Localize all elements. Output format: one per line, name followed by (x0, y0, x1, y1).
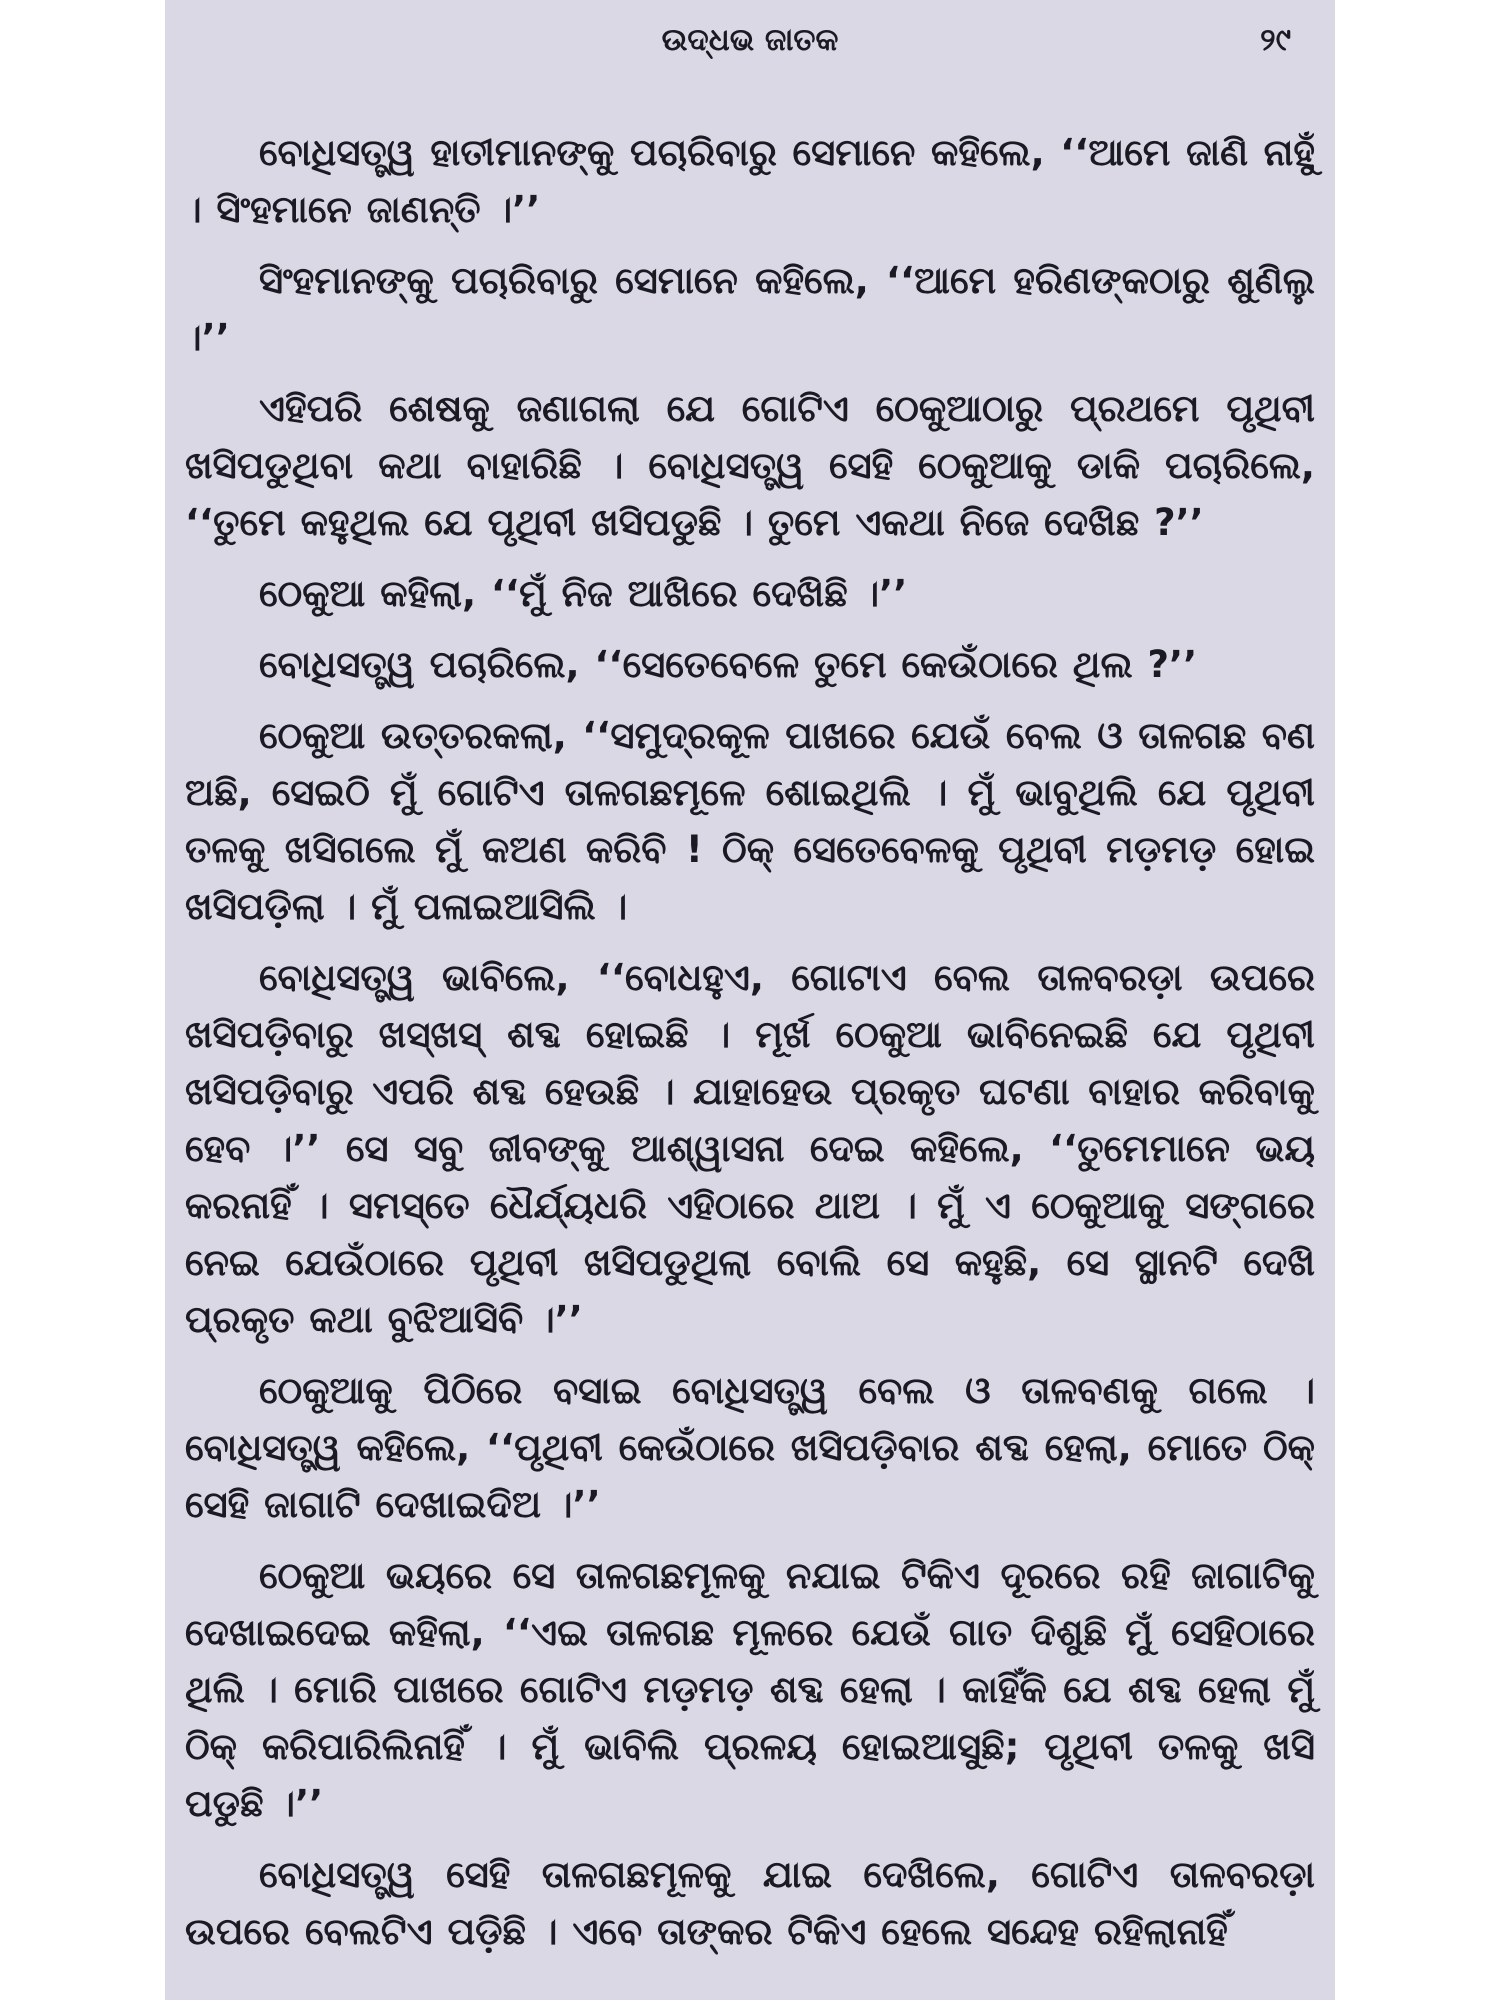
paragraph: ଠେକୁଆ କହିଲା, ‘‘ମୁଁ ନିଜ ଆଖିରେ ଦେଖିଛି ।’’ (259, 572, 908, 615)
running-head (185, 14, 1315, 80)
paragraph: ଠେକୁଆ ଉତ୍ତରକଲା, ‘‘ସମୁଦ୍ରକୂଳ ପାଖରେ ଯେଉଁ ବେଲ ଓ ତାଳଗଛ ବଣ ଅଛି, ସେଇଠି ମୁଁ ଗୋଟିଏ ତାଳଗଛମୂଳେ ଶୋଇଥିଲି । ମୁଁ ଭାବୁଥିଲି ଯେ ପୃଥିବୀ ତଳକୁ ଖସିଗଲେ ମୁଁ କଅଣ କରିବି ! ଠିକ୍ ସେତେବେଳକୁ ପୃଥିବୀ ମଡ଼ମଡ଼ ହୋଇ ଖସିପଡ଼ିଲା । ମୁଁ ପଳାଇଆସିଲି । (185, 714, 1315, 928)
paragraph: ବୋଧିସତ୍ତ୍ୱ ହାତୀମାନଙ୍କୁ ପଚାରିବାରୁ ସେମାନେ କହିଲେ, ‘‘ଆମେ ଜାଣି ନାହୁଁ । ସିଂହମାନେ ଜାଣନ୍ତି ।’’ (185, 131, 1315, 231)
paragraph: ସିଂହମାନଙ୍କୁ ପଚାରିବାରୁ ସେମାନେ କହିଲେ, ‘‘ଆମେ ହରିଣଙ୍କଠାରୁ ଶୁଣିଲୁ ।’’ (185, 259, 1315, 359)
paragraph: ବୋଧିସତ୍ତ୍ୱ ସେହି ତାଳଗଛମୂଳକୁ ଯାଇ ଦେଖିଲେ, ଗୋଟିଏ ତାଳବରଡ଼ା ଉପରେ ବେଲଟିଏ ପଡ଼ିଛି । ଏବେ ତାଙ୍କର ଟିକିଏ ହେଲେ ସନ୍ଦେହ ରହିଲାନାହିଁ (185, 1853, 1315, 1953)
body-text (185, 124, 1315, 1960)
paragraph: ଠେକୁଆ ଭୟରେ ସେ ତାଳଗଛମୂଳକୁ ନଯାଇ ଟିକିଏ ଦୂରରେ ରହି ଜାଗାଟିକୁ ଦେଖାଇଦେଇ କହିଲା, ‘‘ଏଇ ତାଳଗଛ ମୂଳରେ ଯେଉଁ ଗାତ ଦିଶୁଛି ମୁଁ ସେହିଠାରେ ଥିଲି । ମୋରି ପାଖରେ ଗୋଟିଏ ମଡ଼ମଡ଼ ଶବ୍ଦ ହେଲା । କାହିଁକି ଯେ ଶବ୍ଦ ହେଲା ମୁଁ ଠିକ୍ କରିପାରିଲିନାହିଁ । ମୁଁ ଭାବିଲି ପ୍ରଳୟ ହୋଇଆସୁଛି; ପୃଥିବୀ ତଳକୁ ଖସି ପଡୁଛି ।’’ (185, 1554, 1315, 1825)
paragraph: ଏହିପରି ଶେଷକୁ ଜଣାଗଲା ଯେ ଗୋଟିଏ ଠେକୁଆଠାରୁ ପ୍ରଥମେ ପୃଥିବୀ ଖସିପଡୁଥିବା କଥା ବାହାରିଛି । ବୋଧିସତ୍ତ୍ୱ ସେହି ଠେକୁଆକୁ ଡାକି ପଚାରିଲେ, ‘‘ତୁମେ କହୁଥିଲ ଯେ ପୃଥିବୀ ଖସିପଡୁଛି । ତୁମେ ଏକଥା ନିଜେ ଦେଖିଛ ?’’ (185, 387, 1315, 544)
paragraph: ବୋଧିସତ୍ତ୍ୱ ଭାବିଲେ, ‘‘ବୋଧହୁଏ, ଗୋଟାଏ ବେଲ ତାଳବରଡ଼ା ଉପରେ ଖସିପଡ଼ିବାରୁ ଖସ୍‌ଖସ୍ ଶବ୍ଦ ହୋଇଛି । ମୂର୍ଖ ଠେକୁଆ ଭାବିନେଇଛି ଯେ ପୃଥିବୀ ଖସିପଡ଼ିବାରୁ ଏପରି ଶବ୍ଦ ହେଉଛି । ଯାହାହେଉ ପ୍ରକୃତ ଘଟଣା ବାହାର କରିବାକୁ ହେବ ।’’ ସେ ସବୁ ଜୀବଙ୍କୁ ଆଶ୍ୱାସନା ଦେଇ କହିଲେ, ‘‘ତୁମେମାନେ ଭୟ କରନାହିଁ । ସମସ୍ତେ ଧୈର୍ଯ୍ୟଧରି ଏହିଠାରେ ଥାଅ । ମୁଁ ଏ ଠେକୁଆକୁ ସଙ୍ଗରେ ନେଇ ଯେଉଁଠାରେ ପୃଥିବୀ ଖସିପଡୁଥିଲା ବୋଲି ସେ କହୁଛି, ସେ ସ୍ଥାନଟି ଦେଖି ପ୍ରକୃତ କଥା ବୁଝିଆସିବି ।’’ (185, 956, 1315, 1341)
paragraph: ବୋଧିସତ୍ତ୍ୱ ପଚାରିଲେ, ‘‘ସେତେବେଳେ ତୁମେ କେଉଁଠାରେ ଥିଲ ?’’ (259, 643, 1198, 686)
paragraph: ଠେକୁଆକୁ ପିଠିରେ ବସାଇ ବୋଧିସତ୍ତ୍ୱ ବେଲ ଓ ତାଳବଣକୁ ଗଲେ । ବୋଧିସତ୍ତ୍ୱ କହିଲେ, ‘‘ପୃଥିବୀ କେଉଁଠାରେ ଖସିପଡ଼ିବାର ଶବ୍ଦ ହେଲା, ମୋତେ ଠିକ୍ ସେହି ଜାଗାଟି ଦେଖାଇଦିଅ ।’’ (185, 1369, 1315, 1526)
page-number: ୨୯ (1260, 22, 1291, 58)
running-title: ଉଦ୍ଧଭ ଜାତକ (661, 22, 839, 58)
book-page (165, 0, 1335, 2000)
